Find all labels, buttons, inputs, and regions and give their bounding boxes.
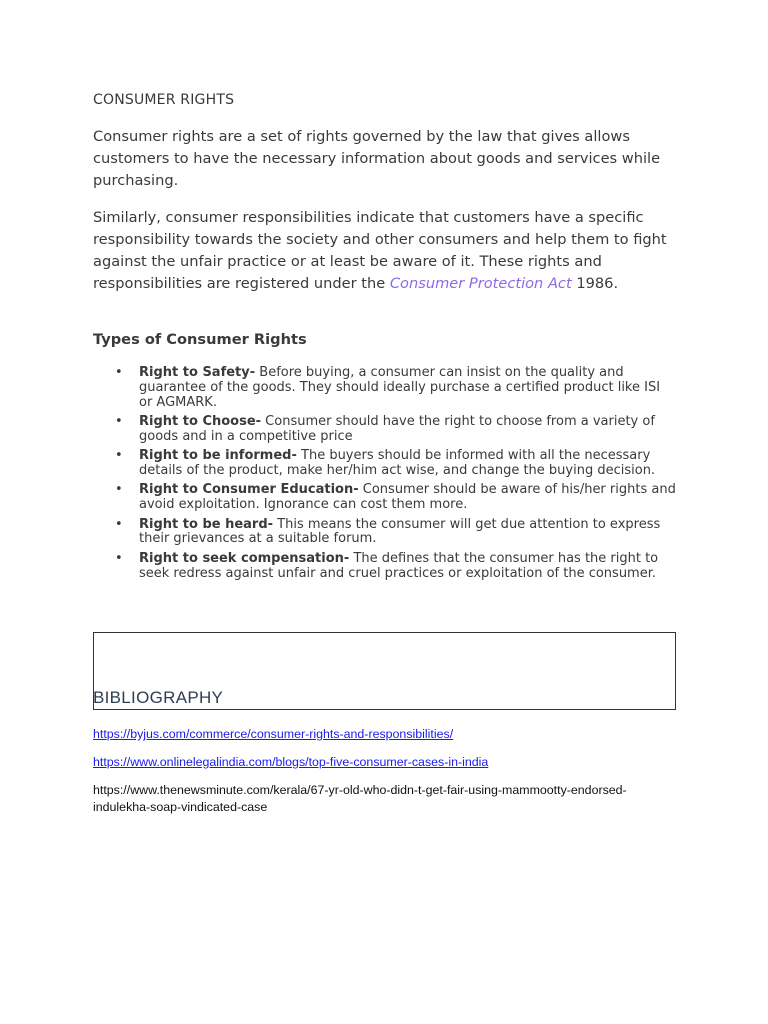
consumer-protection-act-link[interactable]: Consumer Protection Act [389,275,572,292]
responsibilities-paragraph [93,207,676,295]
intro-paragraph: Consumer rights are a set of rights governed by the law that gives allows customers to have the necessary information about goods and services while purchasing. [93,128,661,189]
right-text: This means the consumer will get due attention to express their grievances at a suitable forum. [139,516,661,547]
right-title: Right to seek compensation- [139,550,350,566]
right-text: The buyers should be informed with all the necessary details of the product, make her/him act wise, and change the buying decision. [139,448,656,478]
paragraph-text-after: 1986. [571,275,619,292]
right-title: Right to Safety- [139,365,256,380]
list-item [93,449,676,479]
bullet-icon: • [115,413,123,429]
right-title: Right to Choose- [139,413,262,429]
right-title: Right to be heard- [139,516,274,532]
list-item [93,366,676,410]
bullet-icon: • [115,365,123,380]
paragraph-text-before: Similarly, consumer responsibilities indicate that customers have a specific responsibility towards the society and other consumers and help them to fight against the unfair practice or at least be aware of it. These rights and responsibilities are registered under the [93,209,667,292]
bullet-icon: • [115,550,123,566]
bullet-icon: • [115,482,123,498]
right-text: The defines that the consumer has the right to seek redress against unfair and cruel practices or exploitation of the consumer. [139,550,659,581]
bullet-icon: • [115,516,123,532]
list-item [93,518,676,548]
bibliography-link-onlinelegalindia[interactable]: https://www.onlinelegalindia.com/blogs/top-five-consumer-cases-in-india [93,755,489,769]
rights-list [93,366,676,586]
list-item [93,415,676,445]
list-item [93,552,676,582]
right-title: Right to Consumer Education- [139,482,359,498]
list-item [93,483,676,513]
right-text: Before buying, a consumer can insist on the quality and guarantee of the goods. They should ideally purchase a certified product like ISI or AGMARK. [139,365,661,410]
bibliography-title: BIBLIOGRAPHY [93,688,224,707]
bullet-icon: • [115,448,123,464]
document-heading: CONSUMER RIGHTS [93,92,235,108]
right-text: Consumer should have the right to choose from a variety of goods and in a competitive price [139,413,655,444]
right-title: Right to be informed- [139,448,297,464]
right-text: Consumer should be aware of his/her rights and avoid exploitation. Ignorance can cost them more. [139,482,676,513]
types-heading: Types of Consumer Rights [93,331,307,348]
bibliography-link-byjus[interactable]: https://byjus.com/commerce/consumer-rights-and-responsibilities/ [93,727,454,741]
bibliography-link-thenewsminute: https://www.thenewsminute.com/kerala/67-yr-old-who-didn-t-get-fair-using-mammootty-endorsed-indulekha-soap-vindicated-case [93,783,627,814]
